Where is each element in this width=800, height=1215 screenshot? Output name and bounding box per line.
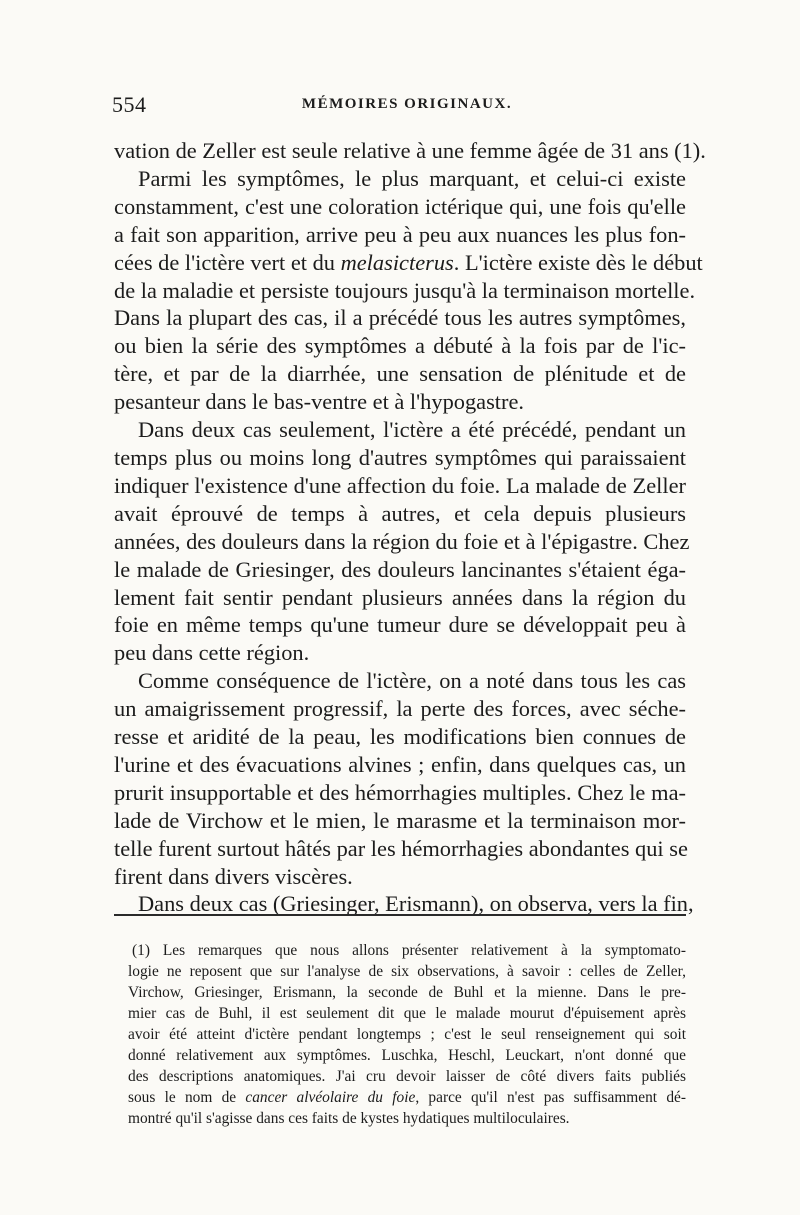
footnote-line: (1) Les remarques que nous allons présenter relativement à la symptomato- [132, 942, 686, 959]
text-line: de la maladie et persiste toujours jusqu'à la terminaison mortelle. [114, 277, 696, 303]
text-line: prurit insupportable et des hémorrhagies multiples. Chez le ma- [114, 779, 686, 805]
text-line: peu dans cette région. [114, 640, 310, 666]
text-line: ou bien la série des symptômes a débuté à la fois par de l'ic- [114, 333, 686, 359]
text-line: Dans deux cas (Griesinger, Erismann), on observa, vers la fin, [138, 891, 694, 917]
text-line [114, 249, 703, 277]
text-line: Comme conséquence de l'ictère, on a noté dans tous les cas [138, 668, 686, 694]
footnote-line: montré qu'il s'agisse dans ces faits de kystes hydatiques multiloculaires. [128, 1110, 570, 1127]
text-line: Parmi les symptômes, le plus marquant, et celui-ci existe [138, 165, 686, 191]
footnote-line: donné relativement aux symptômes. Luschka, Heschl, Leuckart, n'ont donné que [128, 1047, 686, 1064]
footnote-line: des descriptions anatomiques. J'ai cru devoir laisser de côté divers faits publiés [128, 1068, 686, 1085]
page-header [112, 92, 702, 122]
text-line: foie en même temps qu'une tumeur dure se développait peu à [114, 612, 686, 638]
text-line: lement fait sentir pendant plusieurs années dans la région du [114, 584, 686, 610]
footnote-separator [114, 914, 686, 916]
text-segment: , parce qu'il n'est pas suffisamment dé- [415, 1089, 686, 1106]
text-segment: cées de l'ictère vert et du [114, 249, 341, 275]
text-line: indiquer l'existence d'une affection du foie. La malade de Zeller [114, 472, 686, 498]
text-line: l'urine et des évacuations alvines ; enfin, dans quelques cas, un [114, 751, 686, 777]
page-number: 554 [112, 92, 147, 117]
text-line: telle furent surtout hâtés par les hémorrhagies abondantes qui se [114, 835, 688, 861]
text-line: resse et aridité de la peau, les modifications bien connues de [114, 724, 686, 750]
footnote-line: mier cas de Buhl, il est seulement dit que le malade mourut d'épuisement après [128, 1005, 686, 1022]
text-line: a fait son apparition, arrive peu à peu aux nuances les plus fon- [114, 221, 686, 247]
italic-term: melasicterus [340, 249, 454, 275]
text-line: un amaigrissement progressif, la perte des forces, avec séche- [114, 696, 686, 722]
text-line: temps plus ou moins long d'autres symptômes qui paraissaient [114, 444, 686, 470]
footnote [128, 940, 686, 1129]
text-line: tère, et par de la diarrhée, une sensation de plénitude et de [114, 361, 686, 387]
footnote-line: avoir été atteint d'ictère pendant longtemps ; c'est le seul renseignement qui soit [128, 1026, 686, 1043]
text-line: années, des douleurs dans la région du foie et à l'épigastre. Chez [114, 528, 690, 554]
text-line: firent dans divers viscères. [114, 863, 353, 889]
text-line: vation de Zeller est seule relative à une femme âgée de 31 ans (1). [114, 138, 706, 163]
footnote-line: Virchow, Griesinger, Erismann, la seconde de Buhl et la mienne. Dans le pre- [128, 984, 686, 1001]
text-line: pesanteur dans le bas-ventre et à l'hypogastre. [114, 389, 525, 415]
text-line: lade de Virchow et le mien, le marasme et la terminaison mor- [114, 807, 686, 833]
text-line: le malade de Griesinger, des douleurs lancinantes s'étaient éga- [114, 556, 686, 582]
text-segment: . L'ictère existe dès le début [453, 249, 703, 275]
footnote-line [128, 1087, 686, 1108]
text-line: constamment, c'est une coloration ictérique qui, une fois qu'elle [114, 193, 686, 219]
footnote-line: logie ne reposent que sur l'analyse de six observations, à savoir : celles de Zeller, [128, 963, 686, 980]
italic-term: cancer alvéolaire du foie [245, 1089, 416, 1106]
running-head: MÉMOIRES ORIGINAUX. [301, 96, 513, 112]
body-text [114, 137, 706, 918]
text-line: avait éprouvé de temps à autres, et cela depuis plusieurs [114, 500, 686, 526]
text-line: Dans la plupart des cas, il a précédé tous les autres symptômes, [114, 305, 686, 331]
text-line: Dans deux cas seulement, l'ictère a été précédé, pendant un [138, 417, 686, 443]
text-segment: sous le nom de [128, 1089, 246, 1106]
